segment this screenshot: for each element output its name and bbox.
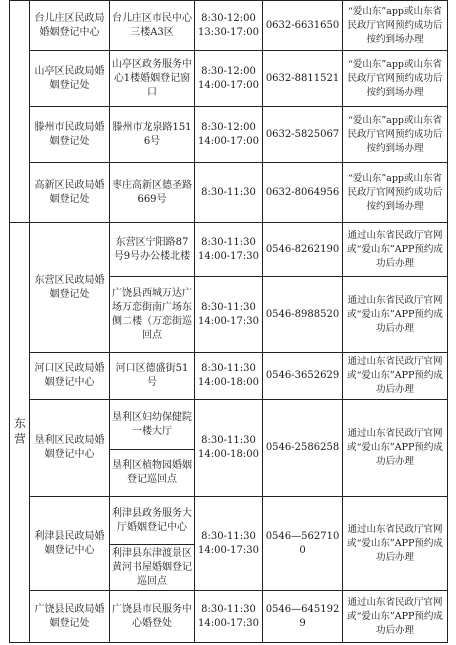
office-address: 山亭区政务服务中心1楼婚姻登记窗口 <box>110 51 195 107</box>
office-note: 通过山东省民政厅官网或“爱山东”APP预约成功后办理 <box>343 353 448 400</box>
office-hours: 8:30-12:00 13:30-17:00 <box>195 1 263 51</box>
table-row <box>10 400 448 450</box>
table-row <box>10 497 448 545</box>
office-note: 通过山东省民政厅官网或“爱山东”APP预约成功后办理 <box>343 223 448 277</box>
office-phone: 0632-5825067 <box>263 107 343 163</box>
office-phone: 0632-6631650 <box>263 1 343 51</box>
office-address: 垦利区植物园婚姻登记巡回点 <box>110 450 195 497</box>
city-cell-continued <box>10 1 30 223</box>
office-hours: 8:30-11:30 14:00-17:30 <box>195 591 263 643</box>
office-hours: 8:30-11:30 14:00-17:30 <box>195 277 263 353</box>
table-row <box>10 591 448 643</box>
office-name: 台儿庄区民政局婚姻登记中心 <box>30 1 110 51</box>
table-row <box>10 51 448 107</box>
office-address: 滕州市龙泉路1516号 <box>110 107 195 163</box>
office-address: 利津县政务服务大厅婚姻登记中心 <box>110 497 195 545</box>
office-phone: 0632-8811521 <box>263 51 343 107</box>
office-name: 东营区民政局婚姻登记处 <box>30 223 110 353</box>
table-row <box>10 107 448 163</box>
office-address: 广饶县西城万达广场万恋街南广场东侧二楼（万恋街巡回点 <box>110 277 195 353</box>
office-name: 山亭区民政局婚姻登记处 <box>30 51 110 107</box>
office-note: “爱山东”app或山东省民政厅官网预约成功后按约到场办理 <box>343 163 448 223</box>
office-phone: 0632-8064956 <box>263 163 343 223</box>
table-row <box>10 353 448 400</box>
marriage-registration-table <box>9 0 448 643</box>
office-name: 广饶县民政局婚姻登记处 <box>30 591 110 643</box>
office-address: 枣庄高新区德圣路669号 <box>110 163 195 223</box>
office-name: 滕州市民政局婚姻登记处 <box>30 107 110 163</box>
office-hours: 8:30-11:30 14:00-18:00 <box>195 400 263 497</box>
office-note: “爱山东”app或山东省民政厅官网预约成功后按约到场办理 <box>343 107 448 163</box>
office-name: 垦利区民政局婚姻登记中心 <box>30 400 110 497</box>
office-phone: 0546-8988520 <box>263 277 343 353</box>
office-note: 通过山东省民政厅官网或“爱山东”APP预约成功后办理 <box>343 277 448 353</box>
table-row <box>10 223 448 277</box>
office-address: 台儿庄区市民中心三楼A3区 <box>110 1 195 51</box>
office-phone: 0546—6451929 <box>263 591 343 643</box>
table-row <box>10 163 448 223</box>
office-note: 通过山东省民政厅官网或“爱山东”APP预约成功后办理 <box>343 497 448 591</box>
office-name: 利津县民政局婚姻登记中心 <box>30 497 110 591</box>
office-hours: 8:30-11:30 14:00-18:00 <box>195 353 263 400</box>
office-address: 垦利区妇幼保健院一楼大厅 <box>110 400 195 450</box>
office-name: 河口区民政局婚姻登记中心 <box>30 353 110 400</box>
office-address: 河口区德盛街51号 <box>110 353 195 400</box>
office-hours: 8:30-11:30 14:00-17:30 <box>195 497 263 591</box>
office-hours: 8:30-12:00 14:00-17:00 <box>195 51 263 107</box>
office-hours: 8:30-11:30 <box>195 163 263 223</box>
office-address: 广饶县市民服务中心婚登处 <box>110 591 195 643</box>
city-label: 东营 <box>10 223 30 643</box>
office-note: “爱山东”app或山东省民政厅官网预约成功后按约到场办理 <box>343 51 448 107</box>
office-phone: 0546—5627100 <box>263 497 343 591</box>
office-note: “爱山东”app或山东省民政厅官网预约成功后按约到场办理 <box>343 1 448 51</box>
office-address: 东营区宁阳路87号9号办公楼北楼 <box>110 223 195 277</box>
office-phone: 0546-3652629 <box>263 353 343 400</box>
office-name: 高新区民政局婚姻登记处 <box>30 163 110 223</box>
office-hours: 8:30-11:30 14:00-17:30 <box>195 223 263 277</box>
table-row <box>10 1 448 51</box>
office-phone: 0546-8262190 <box>263 223 343 277</box>
office-hours: 8:30-12:00 14:00-17:00 <box>195 107 263 163</box>
office-note: 通过山东省民政厅官网或“爱山东”APP预约成功后办理 <box>343 400 448 497</box>
office-address: 利津县东津渡景区黄河书屋婚姻登记巡回点 <box>110 545 195 591</box>
office-note: 通过山东省民政厅官网或“爱山东”APP预约成功后办理 <box>343 591 448 643</box>
office-phone: 0546-2586258 <box>263 400 343 497</box>
